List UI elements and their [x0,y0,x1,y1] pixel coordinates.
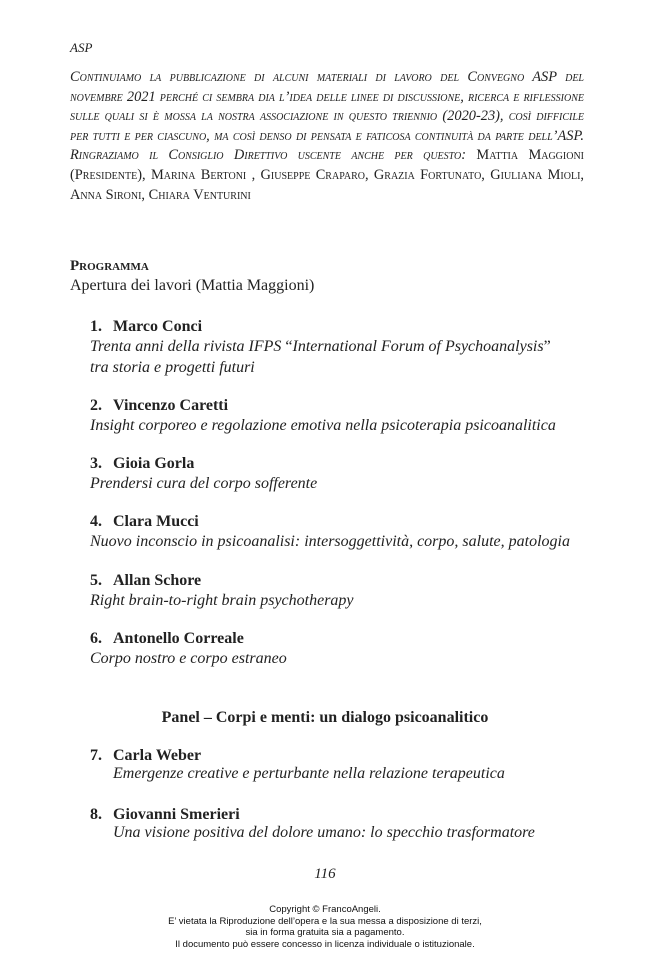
page-number: 116 [314,866,336,882]
talk-item [90,318,600,378]
programma-heading: Programma [70,258,149,274]
talk-number: 4. [90,513,102,530]
copyright-line: Il documento può essere concesso in licenza individuale o istituzionale. [175,938,475,950]
talk-item [90,630,600,669]
copyright-notice [0,904,650,950]
talk-title: Una visione positiva del dolore umano: lo specchio trasformatore [113,824,535,841]
talk-title-part: Trenta anni della rivista IFPS [90,338,286,355]
talk-title-part: tra storia e progetti futuri [90,359,255,376]
talk-title: Nuovo inconscio in psicoanalisi: intersoggettività, corpo, salute, patologia [90,533,570,550]
copyright-line: sia in forma gratuita sia a pagamento. [245,927,405,939]
quote-open: “ [285,338,293,355]
talk-speaker: Vincenzo Caretti [113,397,229,414]
talk-item [90,397,600,436]
talk-number: 1. [90,318,102,335]
quote-close: ” [543,338,551,355]
board-members: Mattia Maggioni (Presidente), Marina Bertoni , Giuseppe Craparo, Grazia Fortunato, Giuliana Mioli, Anna Sironi, Chiara Venturini [70,147,585,203]
intro-text: Continuiamo la pubblicazione di alcuni materiali di lavoro del Convegno ASP del novembre 2021 perché ci sembra dia l’idea delle linee di discussione, ricerca e riflessione sulle quali si è mossa la nostra associazione in questo triennio (2020-23), così difficile per tutti e per ciascuno, ma così denso di pensata e faticosa continuità da parte dell’ASP. Ringraziamo il Consiglio Direttivo uscente anche per questo: [70,69,584,164]
journal-name: International Forum of Psychoanalysis [292,338,544,355]
talk-title: Prendersi cura del corpo sofferente [90,475,318,492]
talk-speaker: Clara Mucci [113,513,199,530]
talk-speaker: Marco Conci [113,318,203,335]
talk-title: Insight corporeo e regolazione emotiva nella psicoterapia psicoanalitica [90,417,556,434]
copyright-line: E’ vietata la Riproduzione dell’opera e la sua messa a disposizione di terzi, [168,915,482,927]
talk-speaker: Gioia Gorla [113,455,195,472]
intro-paragraph [70,68,584,205]
opening-line: Apertura dei lavori (Mattia Maggioni) [70,277,315,294]
running-head: ASP [70,40,93,55]
talk-title: Right brain-to-right brain psychotherapy [90,592,354,609]
talk-speaker: Allan Schore [113,572,202,589]
talk-item [90,513,600,552]
talk-speaker: Carla Weber [113,747,202,764]
talk-speaker: Giovanni Smerieri [113,806,240,823]
talk-number: 2. [90,397,102,414]
talk-title: Corpo nostro e corpo estraneo [90,650,287,667]
talk-title [90,336,600,378]
talk-item [90,747,600,783]
talk-number: 8. [90,806,102,823]
panel-heading: Panel – Corpi e menti: un dialogo psicoanalitico [161,709,489,726]
talk-item [90,455,600,494]
talk-item [90,806,600,842]
talk-number: 5. [90,572,102,589]
talk-title: Emergenze creative e perturbante nella relazione terapeutica [113,765,505,782]
copyright-line: Copyright © FrancoAngeli. [269,904,381,915]
talk-number: 7. [90,747,102,764]
talk-number: 6. [90,630,102,647]
talk-item [90,572,600,611]
talk-speaker: Antonello Correale [113,630,244,647]
talk-number: 3. [90,455,102,472]
